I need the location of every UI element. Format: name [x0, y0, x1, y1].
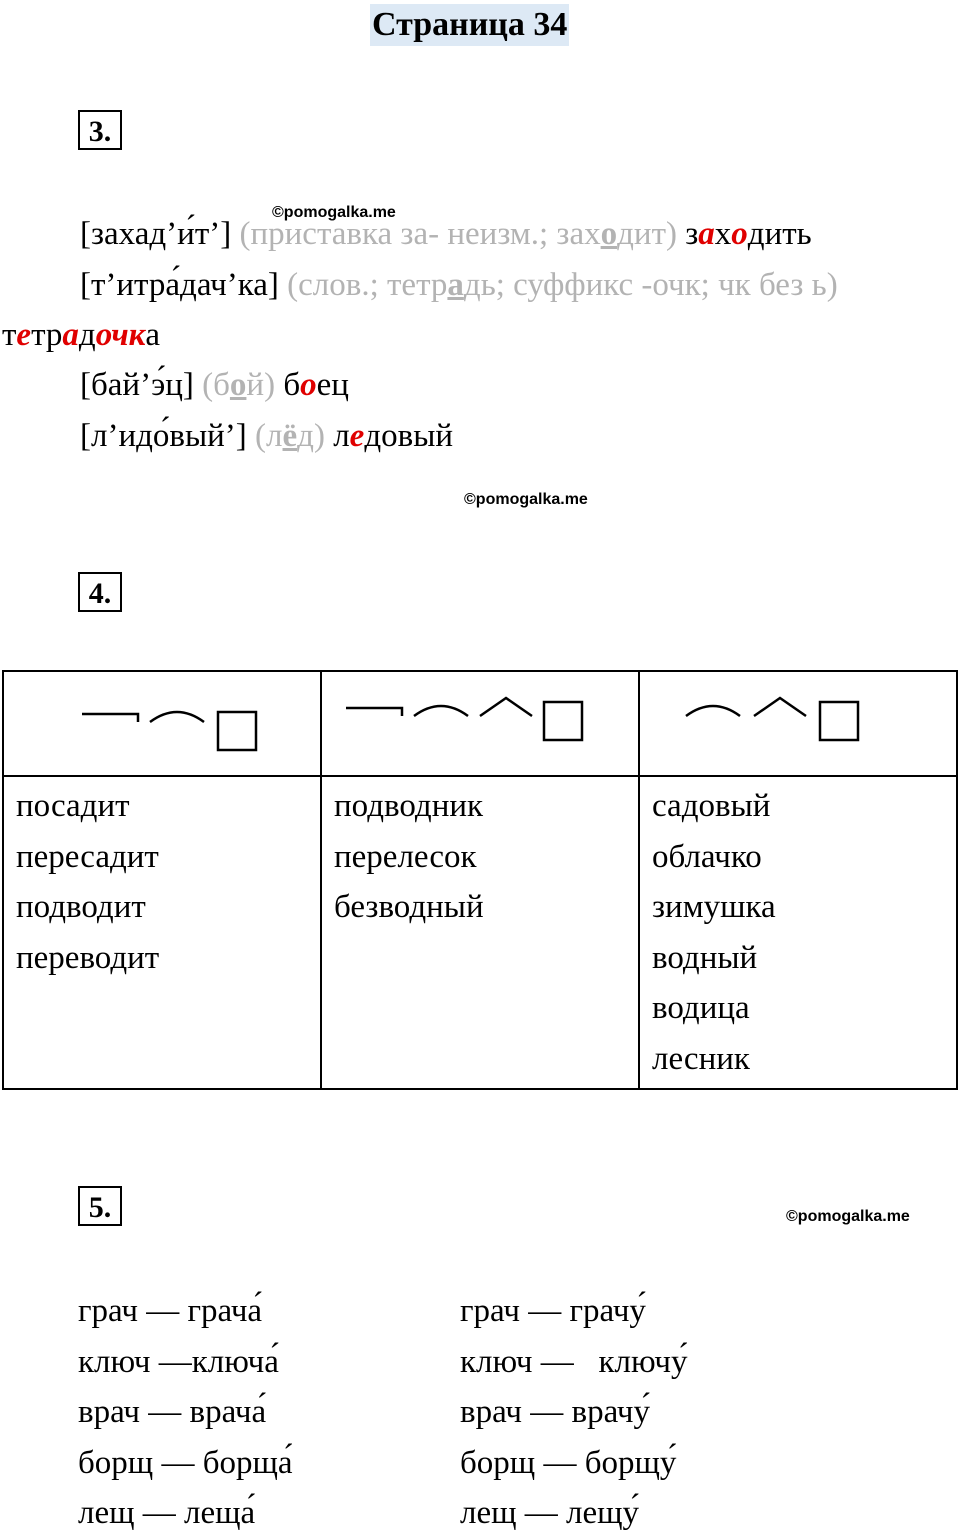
word: водица: [652, 990, 750, 1026]
word: безводный: [334, 889, 484, 925]
watermark: ©pomogalka.me: [786, 1208, 910, 1225]
word-pair: лещ — леща́: [78, 1495, 256, 1531]
word-pair: грач — грача́: [78, 1293, 263, 1329]
word-pair: грач — грачу́: [460, 1293, 646, 1329]
transcription: [т’итра́дач’ка]: [80, 267, 279, 303]
column-1-words: [3, 776, 321, 1089]
answer-word: боец: [283, 367, 349, 403]
word: зимушка: [652, 889, 776, 925]
exercise-4-number: 4.: [78, 572, 122, 612]
ex3-line-4: [80, 416, 453, 456]
word: облачко: [652, 838, 762, 875]
root-suffix-ending-scheme-icon: [640, 672, 956, 770]
word-pair: лещ — лещу́: [460, 1495, 640, 1531]
watermark: ©pomogalka.me: [272, 204, 396, 221]
hint: (приставка за- неизм.; заходит): [239, 216, 677, 252]
morpheme-table: [2, 670, 958, 1090]
word: подводит: [16, 889, 146, 925]
word-pair: врач — врачу́: [460, 1394, 651, 1430]
ex5-right-column: [460, 1286, 688, 1539]
prefix-root-ending-scheme-icon: [4, 672, 320, 770]
column-1-scheme: [3, 671, 321, 776]
column-3-scheme: [639, 671, 957, 776]
ex3-line-1: [80, 214, 812, 254]
answer-word: заходить: [685, 216, 812, 252]
word-pair: борщ — борща́: [78, 1444, 293, 1481]
page-title: Страница 34: [370, 4, 569, 46]
word-pair: врач — врача́: [78, 1394, 267, 1430]
word: пересадит: [16, 838, 159, 875]
transcription: [л’идо́вый’]: [80, 418, 247, 454]
ex3-line-2-answer: [2, 315, 160, 355]
column-2-scheme: [321, 671, 639, 776]
hint: (слов.; тетрадь; суффикс -очк; чк без ь): [287, 267, 838, 303]
word-pair: ключ — ключу́: [460, 1343, 688, 1380]
word: подводник: [334, 788, 484, 824]
word: лесник: [652, 1040, 750, 1077]
watermark: ©pomogalka.me: [464, 491, 588, 508]
word: перелесок: [334, 838, 477, 875]
word-pair: борщ — борщу́: [460, 1444, 677, 1481]
answer-word: тетрадочка: [2, 317, 161, 353]
word: садовый: [652, 788, 771, 824]
exercise-3-number: 3.: [78, 110, 122, 150]
transcription: [бай’э́ц]: [80, 367, 194, 403]
exercise-5-number: 5.: [78, 1186, 122, 1226]
ex3-line-2: [80, 265, 838, 305]
ex5-left-column: [78, 1286, 293, 1539]
word-pair: ключ —ключа́: [78, 1343, 279, 1380]
prefix-root-suffix-ending-scheme-icon: [322, 672, 638, 770]
column-3-words: [639, 776, 957, 1089]
hint: (бой): [202, 367, 276, 403]
word: переводит: [16, 939, 160, 976]
hint: (лёд): [255, 418, 325, 454]
word: посадит: [16, 788, 130, 824]
ex3-line-3: [80, 365, 349, 405]
column-2-words: [321, 776, 639, 1089]
answer-word: ледовый: [333, 418, 454, 454]
word: водный: [652, 939, 758, 976]
transcription: [захад’и́т’]: [80, 216, 232, 252]
